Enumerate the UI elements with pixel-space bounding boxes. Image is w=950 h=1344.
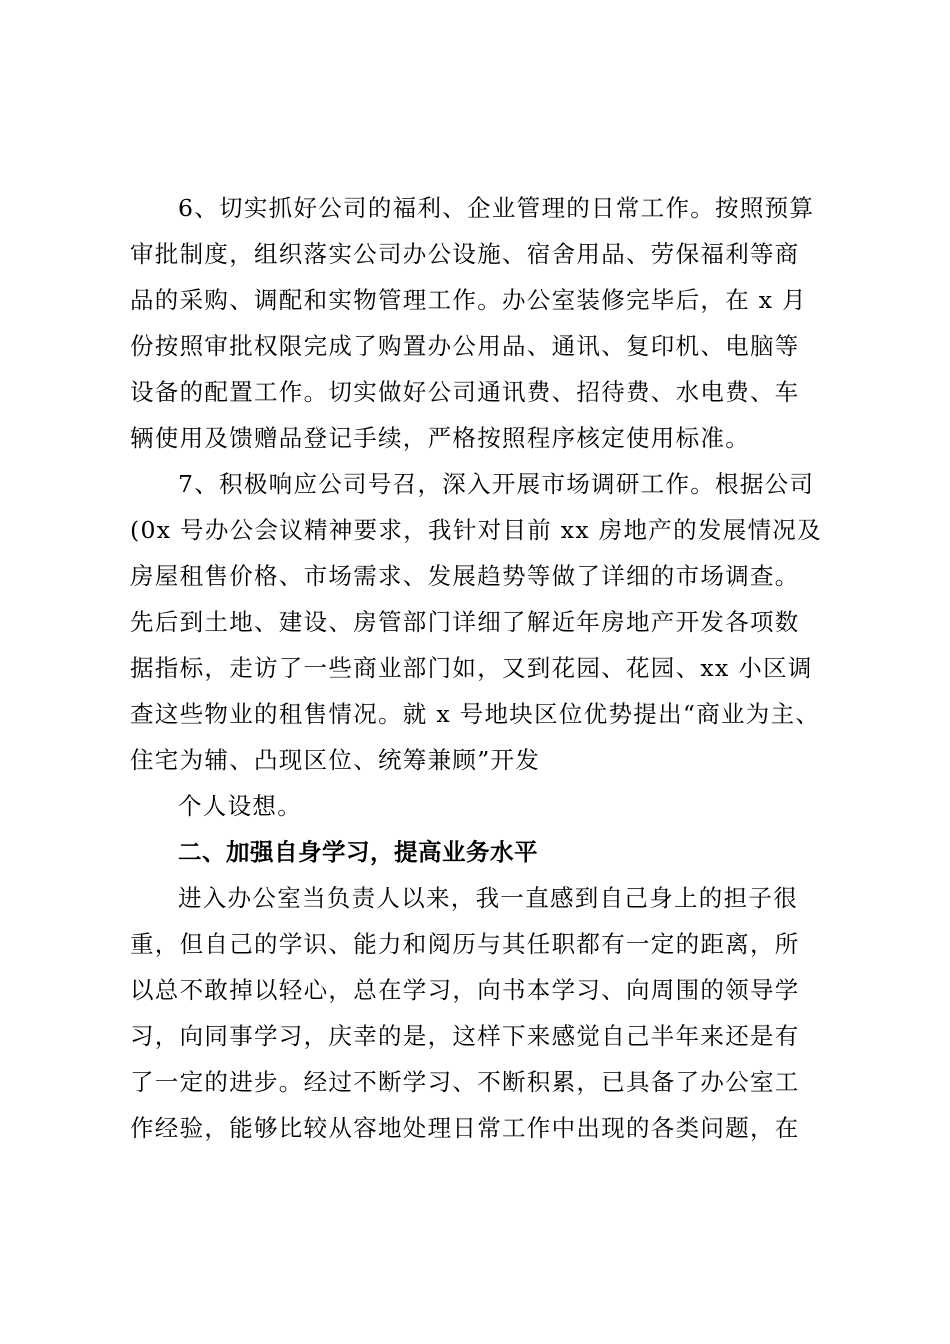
paragraph-study-line-4: 习，向同事学习，庆幸的是，这样下来感觉自己半年来还是有 [130, 1022, 800, 1050]
paragraph-7-line-2: (0x 号办公会议精神要求，我针对目前 xx 房地产的发展情况及 [130, 516, 822, 544]
section-heading: 二、加强自身学习，提高业务水平 [178, 838, 538, 866]
paragraph-7-line-1: 7、积极响应公司号召，深入开展市场调研工作。根据公司 [178, 470, 815, 498]
paragraph-7-line-7: 住宅为辅、凸现区位、统筹兼顾”开发 [130, 746, 541, 774]
paragraph-6-line-1: 6、切实抓好公司的福利、企业管理的日常工作。按照预算 [178, 194, 815, 222]
paragraph-study-line-5: 了一定的进步。经过不断学习、不断积累，已具备了办公室工 [130, 1068, 800, 1096]
paragraph-7-line-5: 据指标，走访了一些商业部门如，又到花园、花园、xx 小区调 [130, 654, 813, 682]
paragraph-study-line-3: 以总不敢掉以轻心，总在学习，向书本学习、向周围的领导学 [130, 976, 800, 1004]
paragraph-6-line-6: 辆使用及馈赠品登记手续，严格按照程序核定使用标准。 [130, 424, 750, 452]
paragraph-7-line-4: 先后到土地、建设、房管部门详细了解近年房地产开发各项数 [130, 608, 800, 636]
paragraph-7-line-3: 房屋租售价格、市场需求、发展趋势等做了详细的市场调查。 [130, 562, 800, 590]
paragraph-study-line-1: 进入办公室当负责人以来，我一直感到自己身上的担子很 [178, 884, 798, 912]
paragraph-6-line-3: 品的采购、调配和实物管理工作。办公室装修完毕后，在 x 月 [130, 286, 807, 314]
paragraph-6-line-5: 设备的配置工作。切实做好公司通讯费、招待费、水电费、车 [130, 378, 800, 406]
paragraph-6-line-4: 份按照审批权限完成了购置办公用品、通讯、复印机、电脑等 [130, 332, 800, 360]
paragraph-personal-idea: 个人设想。 [178, 792, 302, 820]
paragraph-study-line-2: 重，但自己的学识、能力和阅历与其任职都有一定的距离，所 [130, 930, 800, 958]
paragraph-study-line-6: 作经验，能够比较从容地处理日常工作中出现的各类问题，在 [130, 1114, 800, 1142]
paragraph-6-line-2: 审批制度，组织落实公司办公设施、宿舍用品、劳保福利等商 [130, 240, 800, 268]
paragraph-7-line-6: 查这些物业的租售情况。就 x 号地块区位优势提出“商业为主、 [130, 700, 821, 728]
